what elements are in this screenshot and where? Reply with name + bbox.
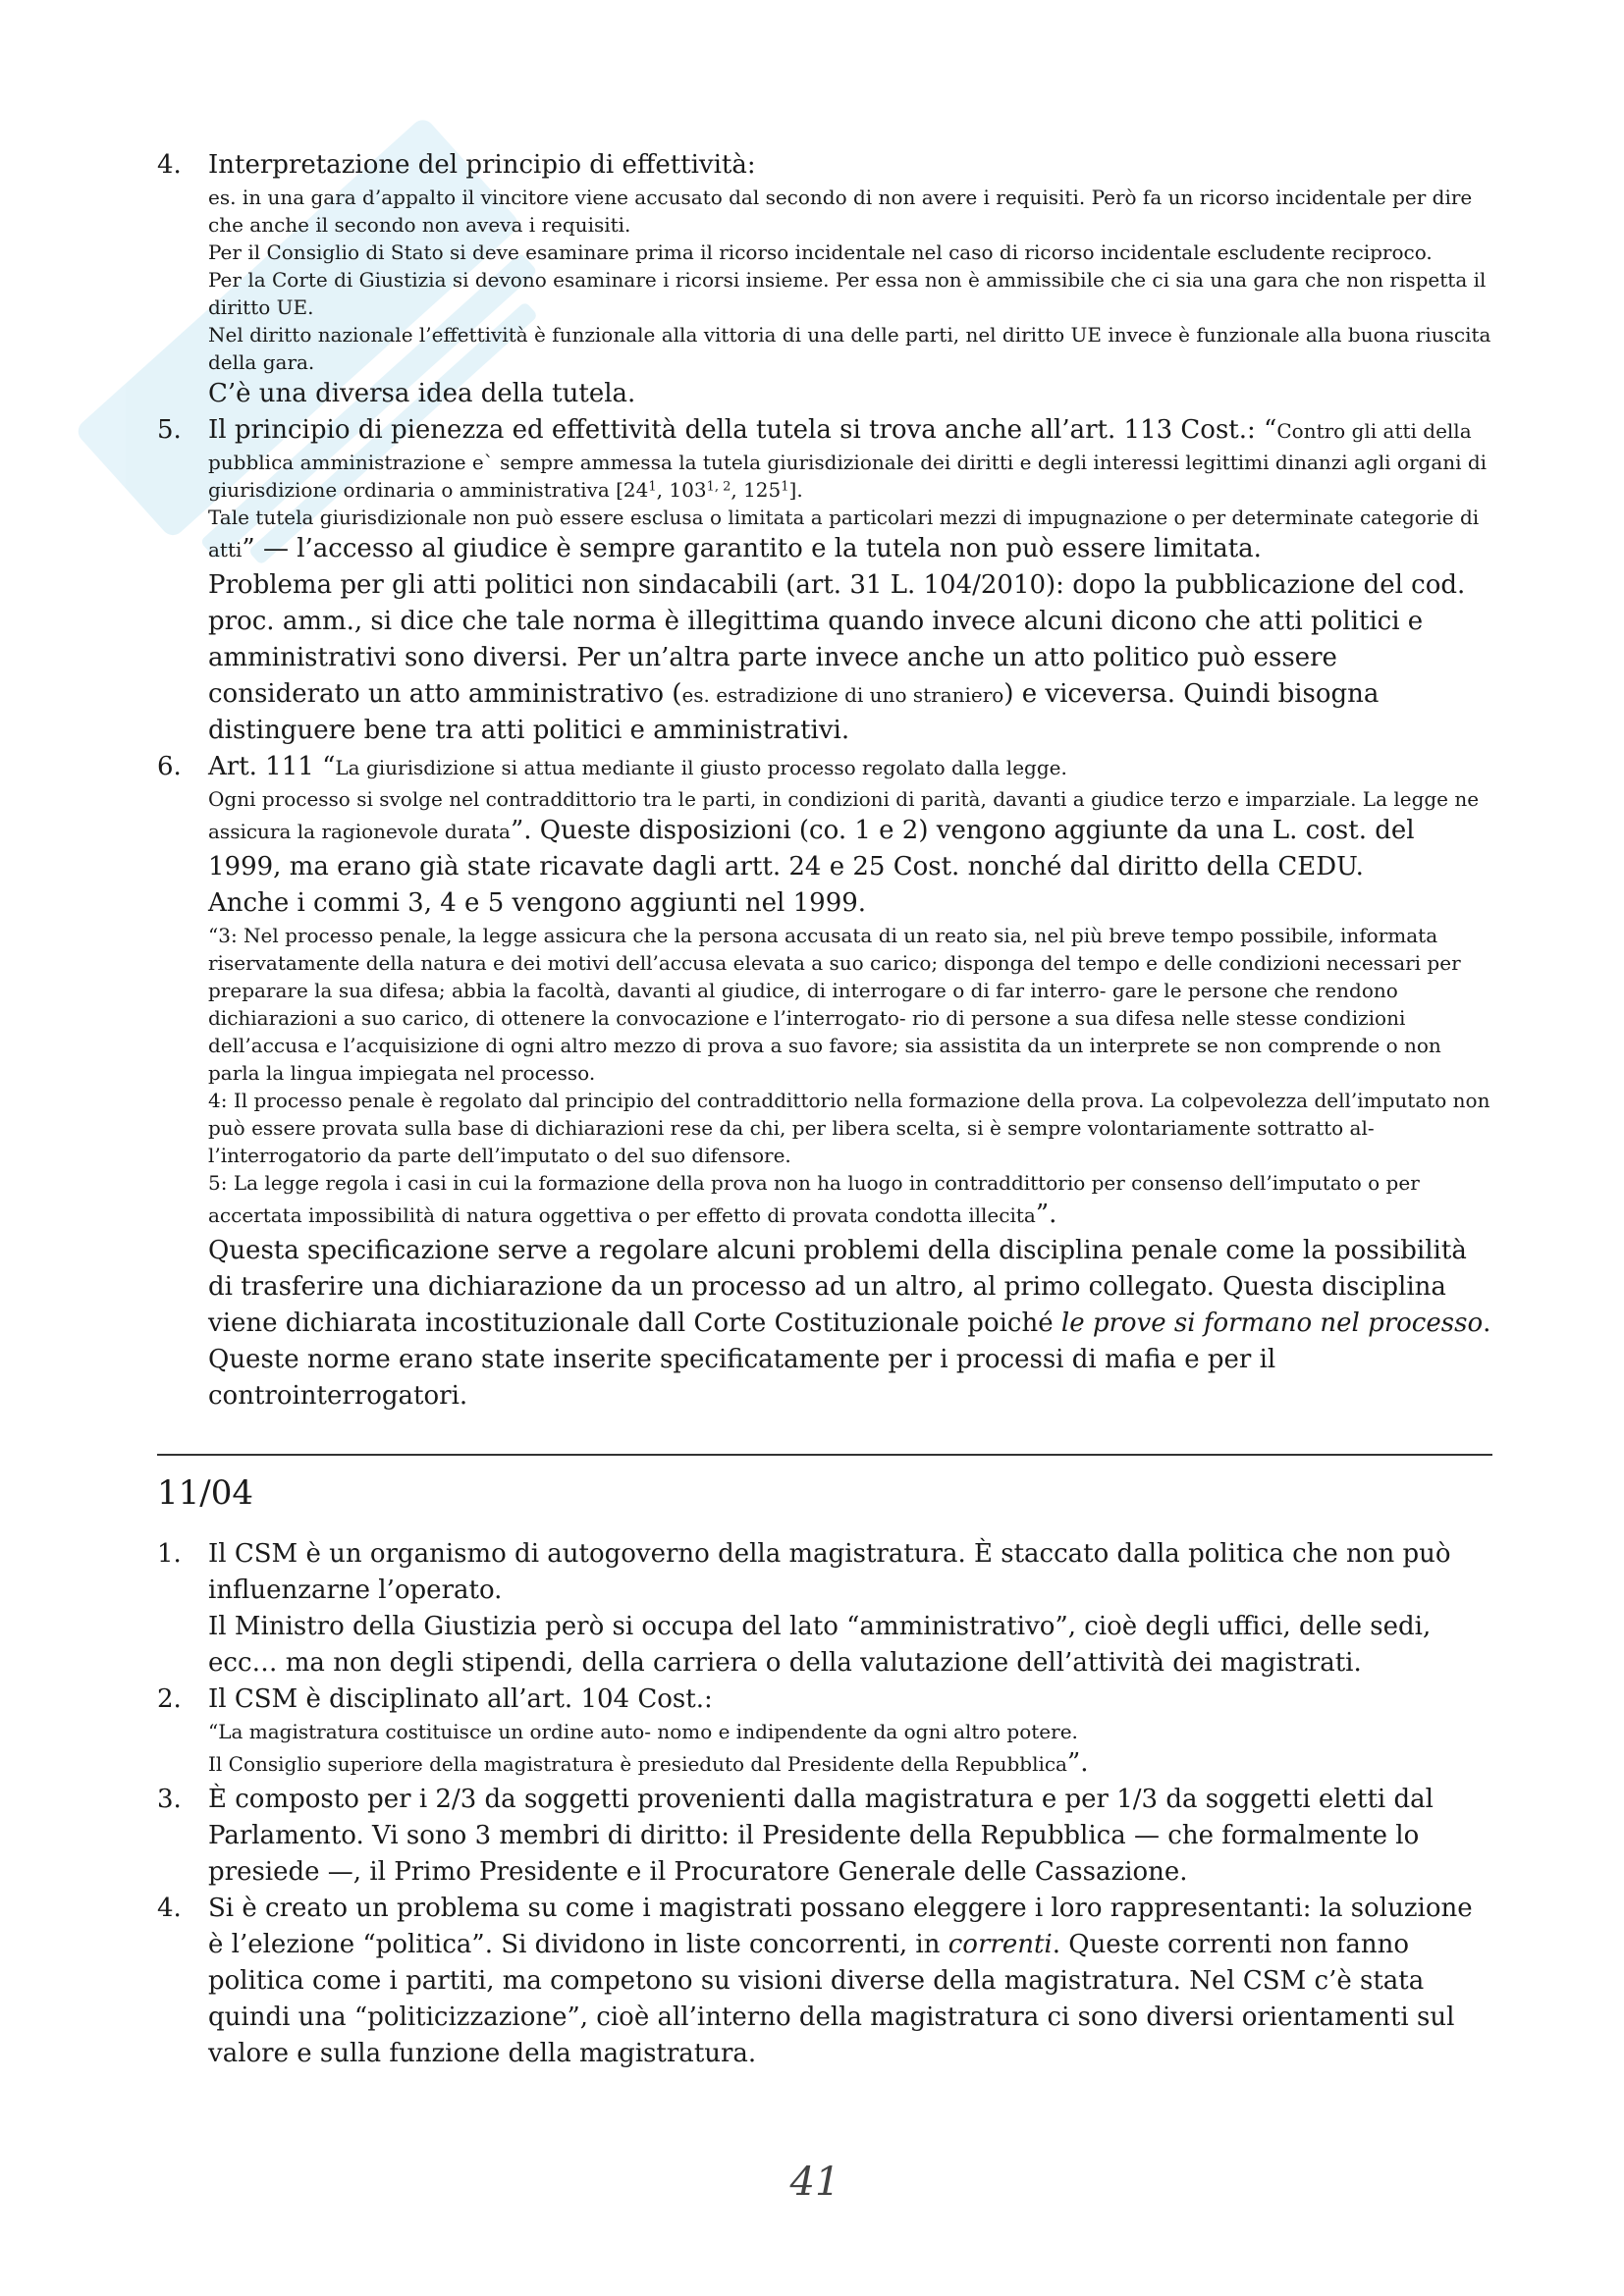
item-text: Il principio di pienezza ed effettività della tutela si trova anche all’art. 113 Cost.: “ <box>208 415 1277 445</box>
example-text: Per il Consiglio di Stato si deve esaminare prima il ricorso incidentale nel caso di ricorso incidentale escludente reciproco. <box>208 240 1433 264</box>
item-conclusion: C’è una diversa idea della tutela. <box>208 379 636 408</box>
constitution-quote: 5: La legge regola i casi in cui la formazione della prova non ha luogo in contraddittorio per consenso dell’imputato o per accertata impossibilità di natura oggettiva o per effetto di provata condotta illecita <box>208 1171 1420 1227</box>
list-item <box>157 1536 1492 1682</box>
item-number: 1. <box>157 1539 182 1569</box>
constitution-quote: Tale tutela giurisdizionale non può essere esclusa o limitata a particolari mezzi di impugnazione o per determinate categorie di atti <box>208 506 1480 561</box>
list-item <box>157 1782 1492 1891</box>
constitution-quote: “La magistratura costituisce un ordine auto- nomo e indipendente da ogni altro potere. <box>208 1720 1078 1743</box>
list-item <box>157 749 1492 1415</box>
constitution-quote: “3: Nel processo penale, la legge assicura che la persona accusata di un reato sia, nel più breve tempo possibile, informata riservatamente della natura e dei motivi dell’accusa elevata a suo carico; disponga del tempo e delle condizioni necessari per preparare la sua difesa; abbia la facoltà, davanti al giudice, di interrogare o di far interro- gare le persone che rendono dichiarazioni a suo carico, di ottenere la convocazione e l’interrogato- rio di persone a sua difesa nelle stesse condizioni dell’accusa e l’acquisizione di ogni altro mezzo di prova a suo favore; sia assistita da un interprete se non comprende o non parla la lingua impiegata nel processo. <box>208 924 1461 1085</box>
footnote-ref: 1 <box>781 479 789 495</box>
footnote-ref: 1 <box>648 479 657 495</box>
date-heading: 11/04 <box>157 1473 253 1513</box>
item-text: . Queste correnti non fanno politica come i partiti, ma competono su visioni diverse della magistratura. Nel CSM c’è stata quindi una “politicizzazione”, cioè all’interno della magistratura ci sono diversi orientamenti sul valore e sulla funzione della magistratura. <box>208 1930 1455 2068</box>
emphasis-text: le prove si formano nel processo <box>1060 1308 1484 1338</box>
constitution-quote: Il Consiglio superiore della magistratura è presieduto dal Presidente della Repubblica <box>208 1752 1067 1776</box>
constitution-quote: , 125 <box>731 478 782 502</box>
item-number: 3. <box>157 1785 182 1814</box>
item-text: ”. Queste disposizioni (co. 1 e 2) vengono aggiunte da una L. cost. del 1999, ma erano già state ricavate dagli artt. 24 e 25 Cost. nonché dal diritto della CEDU. <box>208 816 1415 881</box>
item-number: 4. <box>157 1894 182 1923</box>
list-item <box>157 1891 1492 2072</box>
constitution-quote: ]. <box>788 478 803 502</box>
item-text: Il CSM è disciplinato all’art. 104 Cost.: <box>208 1684 713 1714</box>
item-text: Il Ministro della Giustizia però si occupa del lato “amministrativo”, cioè degli uffici, delle sedi, ecc… ma non degli stipendi, della carriera o della valutazione dell’attività dei magistrati. <box>208 1612 1432 1678</box>
list-item <box>157 1682 1492 1782</box>
item-number: 4. <box>157 150 182 180</box>
item-text: ” — l’accesso al giudice è sempre garantito e la tutela non può essere limitata. <box>242 534 1262 563</box>
item-text: Art. 111 “ <box>208 752 336 781</box>
constitution-quote: , 103 <box>656 478 707 502</box>
item-text: ) e viceversa. Quindi bisogna distinguere bene tra atti politici e amministrativi. <box>208 679 1380 745</box>
item-text: È composto per i 2/3 da soggetti provenienti dalla magistratura e per 1/3 da soggetti eletti dal Parlamento. Vi sono 3 membri di diritto: il Presidente della Repubblica — che formalmente lo presiede —, il Primo Presidente e il Procuratore Generale delle Cassazione. <box>208 1785 1434 1887</box>
constitution-quote: Ogni processo si svolge nel contraddittorio tra le parti, in condizioni di parità, davanti a giudice terzo e imparziale. La legge ne assicura la ragionevole durata <box>208 787 1480 843</box>
item-text: Il CSM è un organismo di autogoverno della magistratura. È staccato dalla politica che non può influenzarne l’operato. <box>208 1539 1451 1605</box>
item-text: ”. <box>1035 1200 1057 1229</box>
item-number: 2. <box>157 1684 182 1714</box>
footnote-ref: 1, 2 <box>706 479 731 495</box>
example-text: es. in una gara d’appalto il vincitore viene accusato dal secondo di non avere i requisiti. Però fa un ricorso incidentale per dire che anche il secondo non aveva i requisiti. <box>208 186 1473 237</box>
example-text: Per la Corte di Giustizia si devono esaminare i ricorsi insieme. Per essa non è ammissibile che ci sia una gara che non rispetta il diritto UE. <box>208 268 1487 319</box>
item-text: Questa specificazione serve a regolare alcuni problemi della disciplina penale come la possibilità di trasferire una dichiarazione da un processo ad un altro, al primo collegato. Questa disciplina viene dichiarata incostituzionale dall Corte Costituzionale poiché <box>208 1236 1467 1338</box>
list-item <box>157 412 1492 749</box>
example-text: es. estradizione di uno straniero <box>681 683 1004 707</box>
section-divider <box>157 1454 1492 1456</box>
item-text: Problema per gli atti politici non sindacabili (art. 31 L. 104/2010): dopo la pubblicazione del cod. proc. amm., si dice che tale norma è illegittima quando invece alcuni dicono che atti politici e amministrativi sono diversi. Per un’altra parte invece anche un atto politico può essere considerato un atto amministrativo ( <box>208 570 1466 709</box>
page-number: 41 <box>789 2160 840 2205</box>
item-text: ”. <box>1066 1748 1089 1778</box>
item-number: 6. <box>157 752 182 781</box>
item-text: . Queste norme erano state inserite specificatamente per i processi di mafia e per il controinterrogatori. <box>208 1308 1491 1411</box>
example-text: Nel diritto nazionale l’effettività è funzionale alla vittoria di una delle parti, nel diritto UE invece è funzionale alla buona riuscita della gara. <box>208 323 1491 374</box>
emphasis-text: correnti <box>947 1930 1053 1959</box>
item-text: Anche i commi 3, 4 e 5 vengono aggiunti nel 1999. <box>208 888 867 918</box>
item-text: Si è creato un problema su come i magistrati possano eleggere i loro rappresentanti: la soluzione è l’elezione “politica”. Si dividono in liste concorrenti, in <box>208 1894 1473 1959</box>
constitution-quote: Contro gli atti della pubblica amministrazione e` sempre ammessa la tutela giurisdizionale dei diritti e degli interessi legittimi dinanzi agli organi di giurisdizione ordinaria o amministrativa [24 <box>208 419 1488 502</box>
document-page <box>157 147 1492 2072</box>
item-heading: Interpretazione del principio di effettività: <box>208 150 756 180</box>
constitution-quote: 4: Il processo penale è regolato dal principio del contraddittorio nella formazione della prova. La colpevolezza dell’imputato non può essere provata sulla base di dichiarazioni rese da chi, per libera scelta, si è sempre volontariamente sottratto al- l’interrogatorio da parte dell’imputato o del suo difensore. <box>208 1089 1490 1167</box>
list-item <box>157 147 1492 412</box>
constitution-quote: La giurisdizione si attua mediante il giusto processo regolato dalla legge. <box>335 756 1067 779</box>
item-number: 5. <box>157 415 182 445</box>
